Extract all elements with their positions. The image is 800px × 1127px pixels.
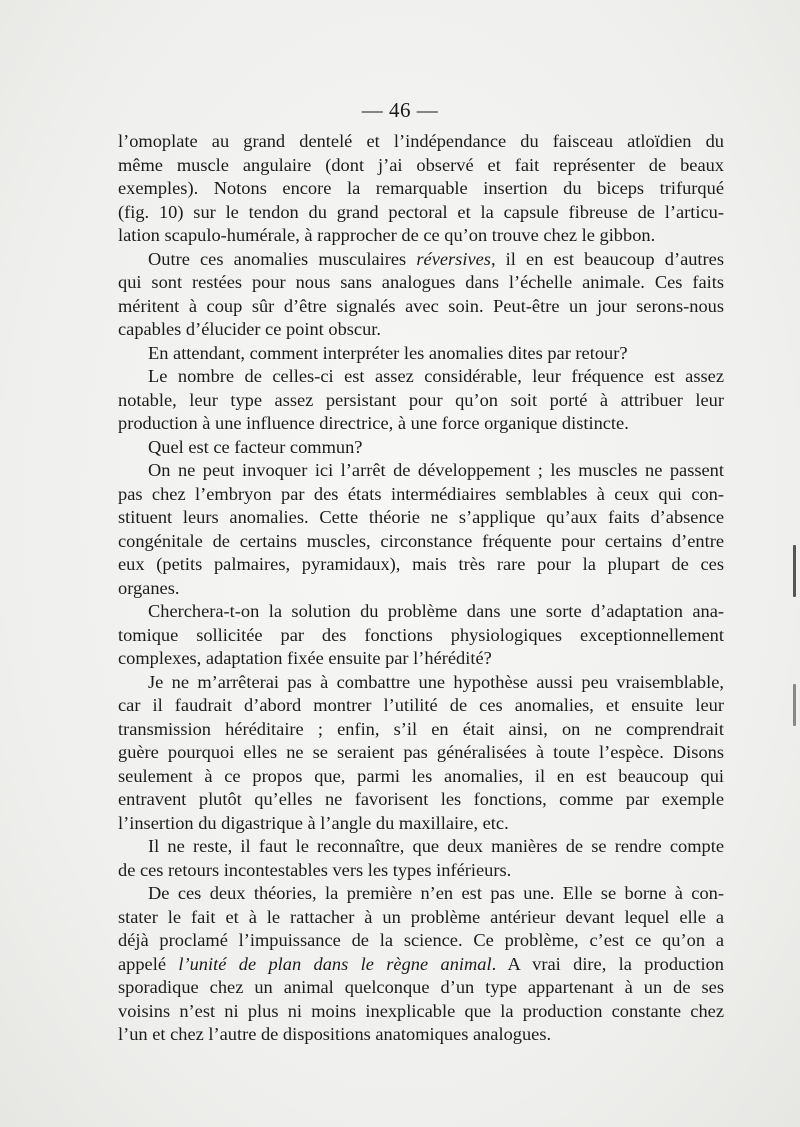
- text-fragment: . A vrai dire, la production: [491, 953, 724, 974]
- text-line: lation scapulo-humérale, à rapprocher de ce qu’on trouve chez le gibbon.: [118, 225, 656, 245]
- text-line: stater le fait et à le rattacher à un problème antérieur devant lequel elle a: [118, 906, 724, 927]
- text-line: (fig. 10) sur le tendon du grand pectoral et la capsule fibreuse de l’articu-: [118, 201, 724, 222]
- italic-term: l’unité de plan dans le règne animal: [178, 953, 492, 974]
- text-line: entravent plutôt qu’elles ne favorisent les fonctions, comme par exemple: [118, 789, 724, 809]
- text-line: eux (petits palmaires, pyramidaux), mais très rare pour la plupart de ces: [118, 554, 724, 574]
- text-line: production à une influence directrice, à une force organique distincte.: [118, 413, 629, 433]
- text-line: organes.: [118, 577, 180, 598]
- text-line: l’omoplate au grand dentelé et l’indépendance du faisceau atloïdien du: [118, 131, 724, 151]
- text-fragment: Outre ces anomalies musculaires: [148, 248, 407, 269]
- body-text: [118, 130, 724, 1047]
- text-line: capables d’élucider ce point obscur.: [118, 319, 381, 339]
- text-fragment: , il en est beaucoup d’autres: [490, 248, 724, 269]
- text-line: tomique sollicitée par des fonctions physiologiques exceptionnellement: [118, 624, 724, 645]
- scan-edge-mark: [793, 684, 796, 726]
- text-line: notable, leur type assez persistant pour qu’on soit porté à attribuer leur: [118, 389, 724, 410]
- text-line: l’insertion du digastrique à l’angle du maxillaire, etc.: [118, 812, 509, 833]
- text-line: De ces deux théories, la première n’en est pas une. Elle se borne à con-: [148, 883, 724, 903]
- text-line: car il faudrait d’abord montrer l’utilité de ces anomalies, et ensuite leur: [118, 695, 724, 715]
- text-line: l’un et chez l’autre de dispositions anatomiques analogues.: [118, 1024, 552, 1044]
- italic-term: réversives: [416, 248, 491, 269]
- text-line: On ne peut invoquer ici l’arrêt de développement ; les muscles ne passent: [148, 460, 724, 480]
- text-line: transmission héréditaire ; enfin, s’il en était ainsi, on ne comprendrait: [118, 718, 724, 739]
- text-line: complexes, adaptation fixée ensuite par l’hérédité?: [118, 648, 492, 668]
- text-line: qui sont restées pour nous sans analogues dans l’échelle animale. Ces faits: [118, 272, 724, 292]
- text-fragment: appelé: [118, 953, 166, 974]
- scan-edge-mark: [793, 545, 796, 597]
- text-line: de ces retours incontestables vers les types inférieurs.: [118, 859, 512, 880]
- text-line: Il ne reste, il faut le reconnaître, que deux manières de se rendre compte: [148, 836, 724, 856]
- text-line: sporadique chez un animal quelconque d’un type appartenant à un de ses: [118, 977, 724, 997]
- text-line: Le nombre de celles-ci est assez considérable, leur fréquence est assez: [148, 366, 724, 386]
- text-line: pas chez l’embryon par des états intermédiaires semblables à ceux qui con-: [118, 483, 724, 504]
- text-line: congénitale de certains muscles, circonstance fréquente pour certains d’entre: [118, 530, 724, 551]
- text-line: guère pourquoi elles ne se seraient pas généralisées à toute l’espèce. Disons: [118, 742, 724, 762]
- text-line: exemples). Notons encore la remarquable insertion du biceps trifurqué: [118, 178, 724, 198]
- text-line: [118, 248, 724, 272]
- text-line: En attendant, comment interpréter les anomalies dites par retour?: [148, 342, 628, 363]
- text-line: même muscle angulaire (dont j’ai observé et fait représenter de beaux: [118, 154, 724, 175]
- text-line: [118, 953, 724, 977]
- text-line: méritent à coup sûr d’être signalés avec soin. Peut-être un jour serons-nous: [118, 295, 724, 316]
- text-line: voisins n’est ni plus ni moins inexplicable que la production constante chez: [118, 1000, 724, 1021]
- text-line: Je ne m’arrêterai pas à combattre une hypothèse aussi peu vraisemblable,: [148, 671, 724, 692]
- page-number: — 46 —: [361, 98, 439, 122]
- text-line: déjà proclamé l’impuissance de la science. Ce problème, c’est ce qu’on a: [118, 930, 724, 950]
- text-line: stituent leurs anomalies. Cette théorie ne s’applique qu’aux faits d’absence: [118, 507, 724, 527]
- text-line: Quel est ce facteur commun?: [148, 436, 363, 457]
- text-line: Cherchera-t-on la solution du problème dans une sorte d’adaptation ana-: [148, 601, 724, 621]
- text-line: seulement à ce propos que, parmi les anomalies, il en est beaucoup qui: [118, 765, 724, 786]
